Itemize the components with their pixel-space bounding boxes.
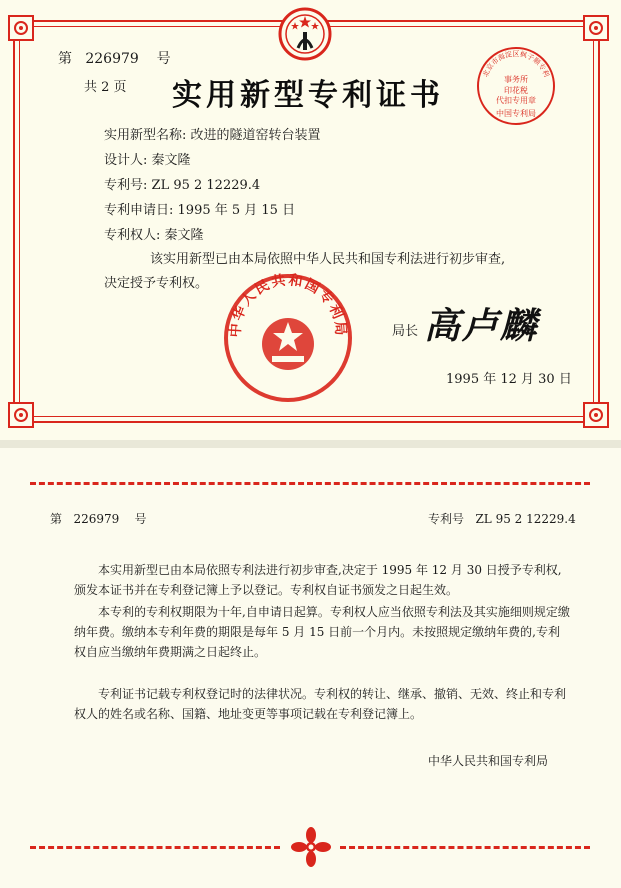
second-page-number: 第 226979 号 bbox=[50, 512, 147, 526]
svg-text:中华人民共和国专利局: 中华人民共和国专利局 bbox=[227, 272, 349, 338]
flower-ornament-icon bbox=[290, 826, 332, 868]
certificate-number: 第 226979 号 bbox=[58, 51, 171, 67]
corner-ornament-bottom-right bbox=[583, 402, 609, 428]
agency-seal bbox=[474, 44, 558, 128]
field-patentee: 专利权人: 秦文隆 bbox=[104, 228, 204, 243]
second-page-paragraph-1: 本实用新型已由本局依照专利法进行初步审查,决定于 1995 年 12 月 30 日授予专利权,颁发本证书并在专利登记簿上予以登记。专利权自证书颁发之日起生效。 bbox=[74, 563, 562, 597]
certificate-title: 实用新型专利证书 bbox=[172, 78, 444, 113]
second-page-bottom-border-left bbox=[30, 846, 280, 849]
second-page-top-border bbox=[30, 482, 590, 485]
grant-statement-line-1: 该实用新型已由本局依照中华人民共和国专利法进行初步审查, bbox=[150, 252, 506, 267]
field-application-date: 专利申请日: 1995 年 5 月 15 日 bbox=[104, 203, 296, 218]
corner-ornament-top-left bbox=[8, 15, 34, 41]
field-patent-number: 专利号: ZL 95 2 12229.4 bbox=[104, 178, 261, 193]
svg-text:中国专利局: 中国专利局 bbox=[496, 109, 536, 118]
corner-ornament-top-right bbox=[583, 15, 609, 41]
svg-text:代扣专用章: 代扣专用章 bbox=[496, 96, 536, 105]
director-label: 局长 bbox=[392, 324, 419, 339]
second-page-paragraph-3: 专利证书记载专利权登记时的法律状况。专利权的转让、继承、撤销、无效、终止和专利权人的姓名或名称、国籍、地址变更等事项记载在专利登记簿上。 bbox=[74, 687, 567, 721]
page-fold bbox=[0, 440, 621, 448]
svg-text:印花税: 印花税 bbox=[504, 86, 528, 95]
patent-office-emblem bbox=[278, 4, 332, 64]
field-utility-model-name: 实用新型名称: 改进的隧道窑转台装置 bbox=[104, 128, 321, 143]
second-page-bottom-border-right bbox=[340, 846, 590, 849]
field-designer: 设计人: 秦文隆 bbox=[104, 153, 191, 168]
svg-text:事务所: 事务所 bbox=[504, 75, 528, 84]
issuer-name: 中华人民共和国专利局 bbox=[428, 754, 549, 768]
svg-text:北京市海淀区枫子顺专利: 北京市海淀区枫子顺专利 bbox=[481, 50, 551, 79]
official-patent-office-seal bbox=[222, 272, 354, 404]
grant-statement-line-2: 决定授予专利权。 bbox=[104, 276, 209, 291]
page-count: 共 2 页 bbox=[84, 80, 127, 95]
second-page-paragraph-2: 本专利的专利权期限为十年,自申请日起算。专利权人应当依照专利法及其实施细则规定缴纳年费。缴纳本专利年费的期限是每年 5 月 15 日前一个月内。未按照规定缴纳年费的,专利权自应当缴纳年费期满之日起终止。 bbox=[74, 605, 570, 659]
issue-date: 1995 年 12 月 30 日 bbox=[446, 372, 572, 387]
director-signature: 高卢麟 bbox=[424, 305, 539, 347]
second-page-patent-number: 专利号 ZL 95 2 12229.4 bbox=[428, 512, 576, 526]
corner-ornament-bottom-left bbox=[8, 402, 34, 428]
